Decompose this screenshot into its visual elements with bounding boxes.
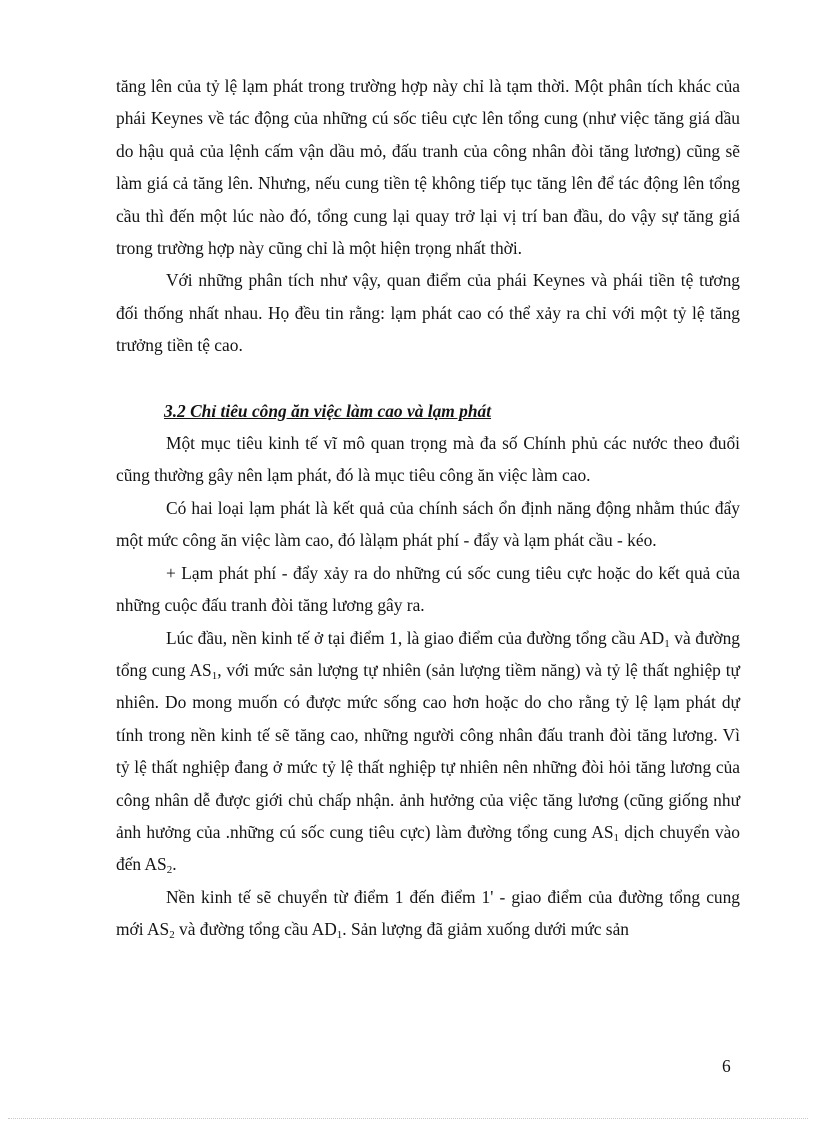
text-run: Lúc đầu, nền kinh tế ở tại điểm 1, là giao điểm của đường tổng cầu AD: [166, 627, 665, 648]
spacer: [116, 362, 740, 395]
page-content: [116, 70, 740, 946]
section-heading: 3.2 Chỉ tiêu công ăn việc làm cao và lạm phát: [164, 400, 492, 421]
subscript: 1: [664, 637, 670, 650]
text-run: .: [172, 854, 177, 875]
text-run: và đường tổng cầu AD: [174, 919, 337, 940]
paragraph: Với những phân tích như vậy, quan điểm của phái Keynes và phái tiền tệ tương đối thống nhất nhau. Họ đều tin rằng: lạm phát cao có thể xảy ra chỉ với một tỷ lệ tăng trưởng tiền tệ cao.: [116, 270, 740, 356]
subscript: 2: [166, 864, 173, 877]
subscript: 1: [336, 929, 343, 942]
text-run: Nền kinh tế sẽ chuyển từ điểm 1 đến điểm 1' - giao điểm của đường tổng cung mới AS: [116, 886, 740, 940]
paragraph: [116, 622, 740, 881]
paragraph: tăng lên của tỷ lệ lạm phát trong trường hợp này chỉ là tạm thời. Một phân tích khác của phái Keynes về tác động của những cú sốc tiêu cực lên tổng cung (như việc tăng giá dầu do hậu quả của lệnh cấm vận dầu mỏ, đấu tranh của công nhân đòi tăng lương) cũng sẽ làm giá cả tăng lên. Nhưng, nếu cung tiền tệ không tiếp tục tăng lên để tác động lên tổng cầu thì đến một lúc nào đó, tổng cung lại quay trở lại vị trí ban đầu, do vậy sự tăng giá trong trường hợp này cũng chỉ là một hiện trọng nhất thời.: [116, 76, 740, 259]
subscript: 1: [211, 669, 218, 682]
text-run: , với mức sản lượng tự nhiên (sản lượng tiềm năng) và tỷ lệ thất nghiệp tự nhiên. Do mong muốn có được mức sống cao hơn hoặc do cho rằng tỷ lệ lạm phát dự tính trong nền kinh tế sẽ tăng cao, những người công nhân đấu tranh đòi tăng lương. Vì tỷ lệ thất nghiệp đang ở mức tỷ lệ thất nghiệp tự nhiên nên những đòi hỏi tăng lương của công nhân dễ được giới chủ chấp nhận. ảnh hưởng của việc tăng lương (cũng giống như ảnh hưởng của .những cú sốc cung tiêu cực) làm đường tổng cung AS: [116, 659, 740, 842]
subscript: 2: [169, 929, 175, 942]
page-number: 6: [722, 1056, 731, 1076]
footer-divider: [8, 1118, 808, 1119]
paragraph: [116, 881, 740, 946]
subscript: 1: [613, 831, 620, 844]
paragraph: Một mục tiêu kinh tế vĩ mô quan trọng mà đa số Chính phủ các nước theo đuổi cũng thường gây nên lạm phát, đó là mục tiêu công ăn việc làm cao.: [116, 433, 740, 486]
text-run: dịch chuyển vào đến AS: [116, 821, 740, 875]
text-run: . Sản lượng đã giảm xuống dưới mức sản: [342, 919, 629, 940]
text-run: và đường tổng cung AS: [116, 627, 741, 680]
paragraph: + Lạm phát phí - đẩy xảy ra do những cú sốc cung tiêu cực hoặc do kết quả của những cuộc đấu tranh đòi tăng lương gây ra.: [116, 562, 740, 616]
paragraph: Có hai loại lạm phát là kết quả của chính sách ổn định năng động nhằm thúc đẩy một mức công ăn việc làm cao, đó làlạm phát phí - đẩy và lạm phát cầu - kéo.: [116, 497, 740, 551]
